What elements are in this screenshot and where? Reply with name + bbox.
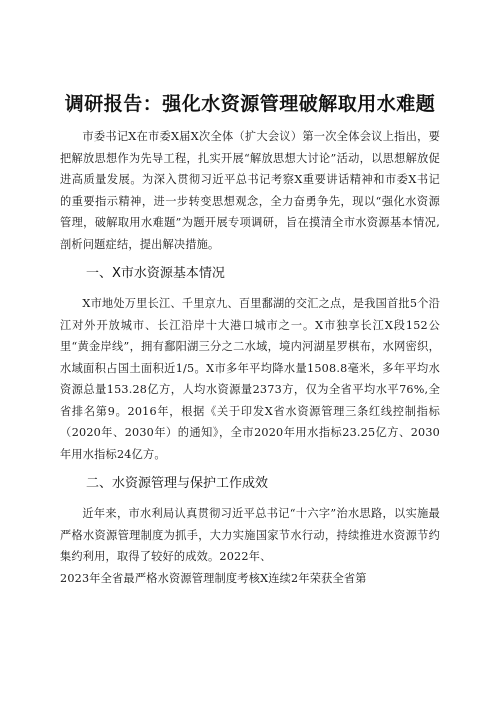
section-heading-1: 一、X市水资源基本情况 bbox=[86, 266, 225, 281]
section-heading-2: 二、水资源管理与保护工作成效 bbox=[86, 476, 269, 491]
section-2-paragraph-continued: 2023年全省最严格水资源管理制度考核X连续2年荣获全省第 bbox=[60, 571, 367, 585]
section-2-paragraph: 近年来，市水利局认真贯彻习近平总书记“十六字”治水思路，以实施最严格水资源管理制度为抓手，大力实施国家节水行动，持续推进水资源节约集约利用，取得了较好的成效。2022年、 bbox=[60, 507, 440, 563]
intro-paragraph: 市委书记X在市委X届X次全体（扩大会议）第一次全体会议上指出，要把解放思想作为先导工程，扎实开展“解放思想大讨论”活动，以思想解放促进高质量发展。为深入贯彻习近平总书记考察X重要讲话精神和市委X书记的重要指示精神，进一步转变思想观念，全力奋勇争先，现以“强化水资源管理，破解取用水难题”为题开展专项调研，旨在摸清全市水资源基本情况,剖析问题症结，提出解决措施。 bbox=[60, 130, 440, 251]
section-1-paragraph: X市地处万里长江、千里京九、百里鄱湖的交汇之点，是我国首批5个沿江对外开放城市、长江沿岸十大港口城市之一。X市独享长江X段152公里“黄金岸线”，拥有鄱阳湖三分之二水域，境内河湖星罗棋布，水网密织，水域面积占国土面积近1/5。X市多年平均降水量1508.8毫米，多年平均水资源总量153.28亿方，人均水资源量2373方，仅为全省平均水平76%,全省排名第9。2016年，根据《关于印发X省水资源管理三条红线控制指标（2020年、2030年）的通知》，全市2020年用水指标23.25亿方、2030年用水指标24亿方。 bbox=[60, 297, 440, 461]
document-title: 调研报告：强化水资源管理破解取用水难题 bbox=[64, 93, 436, 115]
